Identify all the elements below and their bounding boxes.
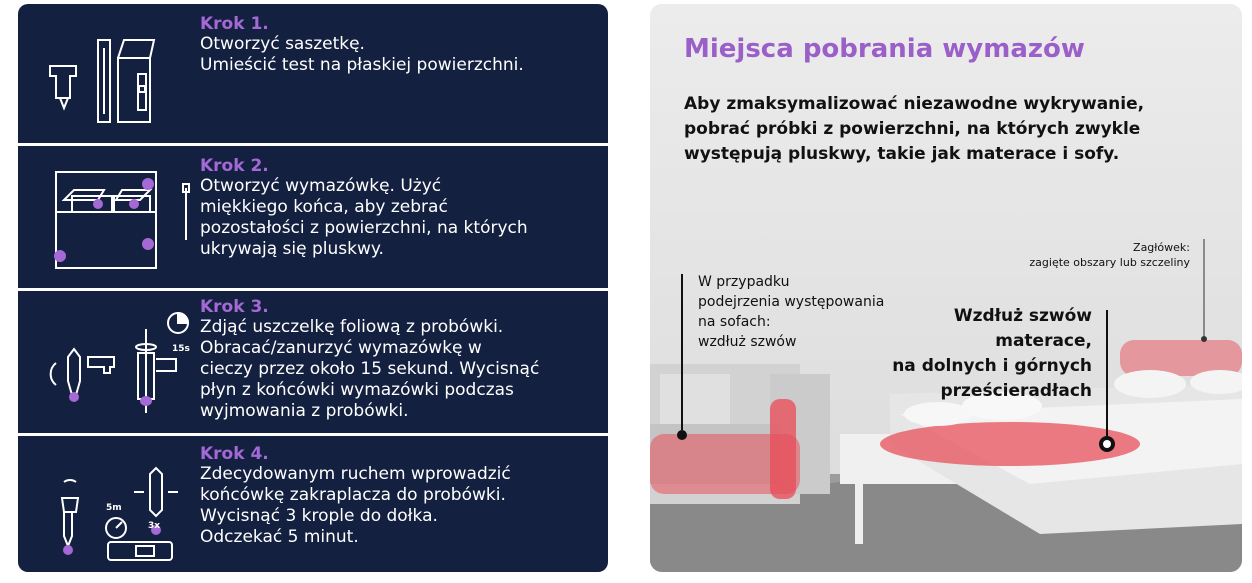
- swab-locations-panel: [650, 4, 1242, 572]
- step-2: [18, 146, 608, 288]
- step-1: [18, 4, 608, 143]
- step-2-body: Otworzyć wymazówkę. Użyć miękkiego końca, aby zebrać pozostałości z powierzchni, na których ukrywają się pluskwy.: [200, 176, 528, 259]
- step-2-title: Krok 2.: [200, 156, 269, 176]
- step-4: [18, 436, 608, 572]
- step-3-title: Krok 3.: [200, 297, 269, 317]
- step-4-body: Zdecydowanym ruchem wprowadzić końcówkę zakraplacza do probówki. Wycisnąć 3 krople do dołka. Odczekać 5 minut.: [200, 464, 511, 547]
- sofa-illustration: [650, 364, 830, 504]
- timer-label: 5m: [106, 503, 122, 513]
- duration-label: 15s: [172, 344, 190, 354]
- step-3-body: Zdjąć uszczelkę foliową z probówki. Obracać/zanurzyć wymazówkę w cieczy przez około 15 sekund. Wycisnąć płyn z końcówki wymazówki podczas wyjmowania z probówki.: [200, 317, 540, 421]
- bed-swab-icon: [38, 156, 198, 266]
- step-4-title: Krok 4.: [200, 444, 269, 464]
- mattress-label: Wzdłuż szwów materace, na dolnych i górnych prześcieradłach: [892, 306, 1092, 401]
- page-title: Miejsca pobrania wymazów: [684, 34, 1085, 64]
- instructions-panel: [18, 4, 608, 572]
- step-1-title: Krok 1.: [200, 14, 269, 34]
- dropper-timer-icon: [38, 446, 198, 556]
- intro-text: Aby zmaksymalizować niezawodne wykrywanie, pobrać próbki z powierzchni, na których zwykle występują pluskwy, takie jak materace i sofy.: [684, 94, 1145, 164]
- step-1-body: Otworzyć saszetkę. Umieścić test na płaskiej powierzchni.: [200, 34, 524, 75]
- drops-label: 3x: [148, 521, 161, 531]
- open-pouch-icon: [38, 14, 198, 124]
- sofa-label: W przypadku podejrzenia występowania na sofach: wzdłuż szwów: [698, 274, 885, 350]
- swab-tube-rotate-icon: [38, 301, 198, 411]
- step-3: [18, 291, 608, 433]
- headboard-label: Zagłówek: zagięte obszary lub szczeliny: [1029, 241, 1190, 269]
